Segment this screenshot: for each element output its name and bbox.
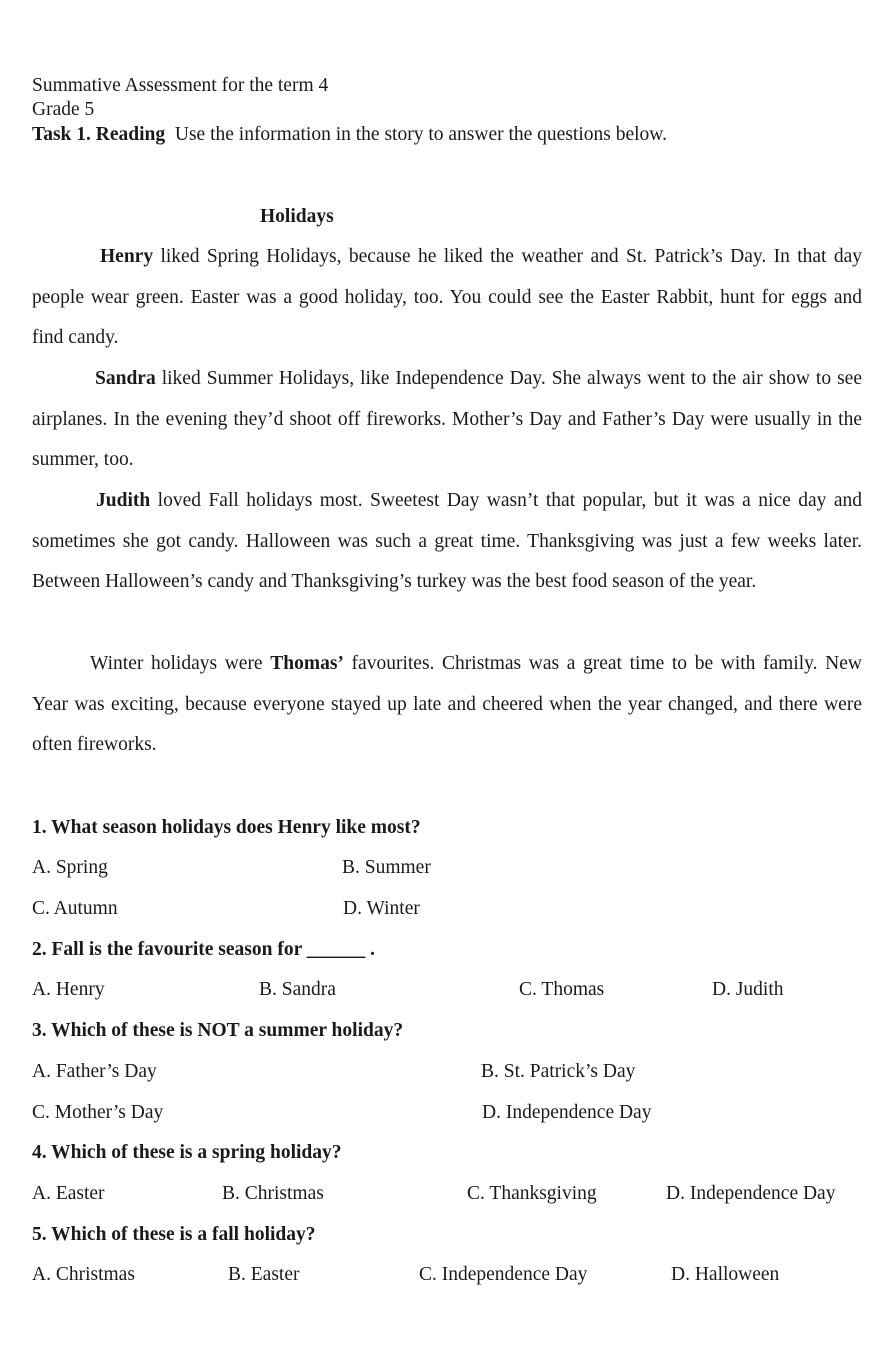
story-title: Holidays (260, 206, 334, 227)
character-name: Henry (100, 246, 154, 267)
assessment-title: Summative Assessment for the term 4 (32, 75, 329, 96)
option-1a: A. Spring (32, 857, 108, 878)
option-2b: B. Sandra (259, 979, 336, 1000)
paragraph-text: liked Spring Holidays, because he liked the weather and St. Patrick’s Day. In that day people wear green. Easter was a good holiday, too. You could see the Easter Rabbit, hunt for eggs and find candy. (32, 246, 862, 349)
character-name: Thomas’ (270, 653, 344, 674)
option-3c: C. Mother’s Day (32, 1102, 164, 1123)
option-3d: D. Independence Day (482, 1102, 652, 1123)
story-paragraph-henry (32, 237, 862, 359)
question-4: 4. Which of these is a spring holiday? (32, 1142, 342, 1163)
option-5b: B. Easter (228, 1264, 300, 1285)
paragraph-text: favourites. Christmas was a great time to be with family. New Year was exciting, because everyone stayed up late and cheered when the year changed, and there were often fireworks. (32, 653, 862, 756)
question-5: 5. Which of these is a fall holiday? (32, 1224, 316, 1245)
question-2: 2. Fall is the favourite season for ______ . (32, 939, 376, 960)
question-1: 1. What season holidays does Henry like most? (32, 817, 421, 838)
task-heading (32, 125, 667, 145)
task-label: Task 1. Reading (32, 124, 166, 145)
question-3: 3. Which of these is NOT a summer holiday? (32, 1020, 404, 1041)
option-5a: A. Christmas (32, 1264, 135, 1285)
option-5d: D. Halloween (671, 1264, 780, 1285)
option-3b: B. St. Patrick’s Day (481, 1061, 636, 1082)
character-name: Sandra (95, 368, 156, 389)
grade-label: Grade 5 (32, 99, 95, 120)
option-2c: C. Thomas (519, 979, 605, 1000)
task-instruction: Use the information in the story to answer the questions below. (174, 124, 667, 145)
paragraph-text: loved Fall holidays most. Sweetest Day wasn’t that popular, but it was a nice day and sometimes she got candy. Halloween was such a great time. Thanksgiving was just a few weeks later. Between Halloween’s candy and Thanksgiving’s turkey was the best food season of the year. (32, 490, 862, 593)
option-4a: A. Easter (32, 1183, 105, 1204)
option-1d: D. Winter (343, 898, 420, 919)
story-paragraph-judith (32, 481, 862, 603)
paragraph-text: Winter holidays were (90, 653, 271, 674)
story-paragraph-sandra (32, 359, 862, 481)
story-paragraph-thomas (32, 644, 862, 766)
option-1c: C. Autumn (32, 898, 118, 919)
option-4b: B. Christmas (222, 1183, 324, 1204)
option-3a: A. Father’s Day (32, 1061, 157, 1082)
option-2d: D. Judith (712, 979, 784, 1000)
option-1b: B. Summer (342, 857, 431, 878)
character-name: Judith (96, 490, 151, 511)
option-4c: C. Thanksgiving (467, 1183, 597, 1204)
paragraph-text: liked Summer Holidays, like Independence Day. She always went to the air show to see airplanes. In the evening they’d shoot off fireworks. Mother’s Day and Father’s Day were usually in the summer, too. (32, 368, 862, 471)
option-4d: D. Independence Day (666, 1183, 836, 1204)
option-2a: A. Henry (32, 979, 105, 1000)
option-5c: C. Independence Day (419, 1264, 588, 1285)
